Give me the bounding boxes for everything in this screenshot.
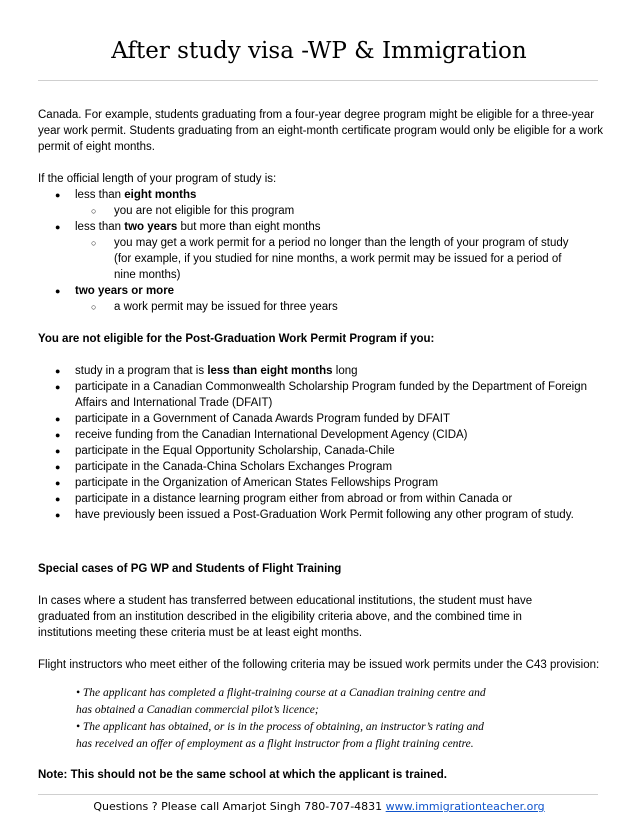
footer: [0, 800, 638, 813]
criteria-quote: • The applicant has completed a flight-training course at a Canadian training centre and has obtained a Canadian commercial pilot’s licence;: [76, 687, 486, 716]
footer-divider: [38, 794, 598, 795]
intro-paragraph: Canada. For example, students graduating from a four-year degree program might be eligible for a three-year year work permit. Students graduating from an eight-month certificate program would only be eligible for a work permit of eight months.: [38, 109, 604, 153]
list-item: ● participate in a Canadian Commonwealth Scholarship Program funded by the Department of Foreign Affairs and International Trade (DFAIT): [38, 379, 595, 411]
program-length-lead: If the official length of your program of study is:: [38, 173, 277, 185]
list-item: ● participate in the Organization of American States Fellowships Program: [38, 475, 610, 491]
page-title: After study visa -WP & Immigration: [111, 38, 527, 64]
section-heading: You are not eligible for the Post-Graduation Work Permit Program if you:: [38, 333, 435, 345]
website-link[interactable]: www.immigrationteacher.org: [385, 800, 545, 813]
transfer-paragraph: In cases where a student has transferred between educational institutions, the student must have graduated from an institution described in the eligibility criteria above, and the combined time in institutions meeting these criteria must be at least eight months.: [38, 595, 533, 639]
list-subitem: ○ you are not eligible for this program: [38, 203, 610, 219]
footer-text: Questions ? Please call Amarjot Singh 780-707-4831: [93, 800, 386, 813]
list-item: ● have previously been issued a Post-Graduation Work Permit following any other program of study.: [38, 507, 610, 523]
list-item: ● participate in the Equal Opportunity Scholarship, Canada-Chile: [38, 443, 610, 459]
list-item: ● study in a program that is less than eight months long: [38, 363, 610, 379]
header-divider: [38, 80, 598, 81]
list-item: ● participate in a Government of Canada Awards Program funded by DFAIT: [38, 411, 610, 427]
list-item: ● two years or more: [38, 283, 610, 299]
ineligibility-list: [38, 363, 610, 523]
document-body: [38, 107, 610, 783]
criteria-quote: • The applicant has obtained, or is in the process of obtaining, an instructor’s rating and has received an offer of employment as a flight instructor from a flight training centre.: [76, 721, 484, 750]
list-subitem: ○ a work permit may be issued for three years: [38, 299, 610, 315]
note-text: Note: This should not be the same school at which the applicant is trained.: [38, 769, 447, 781]
section-heading: Special cases of PG WP and Students of Flight Training: [38, 563, 342, 575]
flight-instructor-paragraph: Flight instructors who meet either of the following criteria may be issued work permits under the C43 provision:: [38, 659, 600, 671]
list-subitem: ○ you may get a work permit for a period no longer than the length of your program of study (for example, if you studied for nine months, a work permit may be issued for a period of nine months): [38, 235, 574, 283]
list-item: ● participate in the Canada-China Scholars Exchanges Program: [38, 459, 610, 475]
list-item: ● less than eight months: [38, 187, 610, 203]
list-item: ● participate in a distance learning program either from abroad or from within Canada or: [38, 491, 610, 507]
list-item: ● less than two years but more than eight months: [38, 219, 610, 235]
list-item: ● receive funding from the Canadian International Development Agency (CIDA): [38, 427, 610, 443]
program-length-list: [38, 187, 610, 315]
